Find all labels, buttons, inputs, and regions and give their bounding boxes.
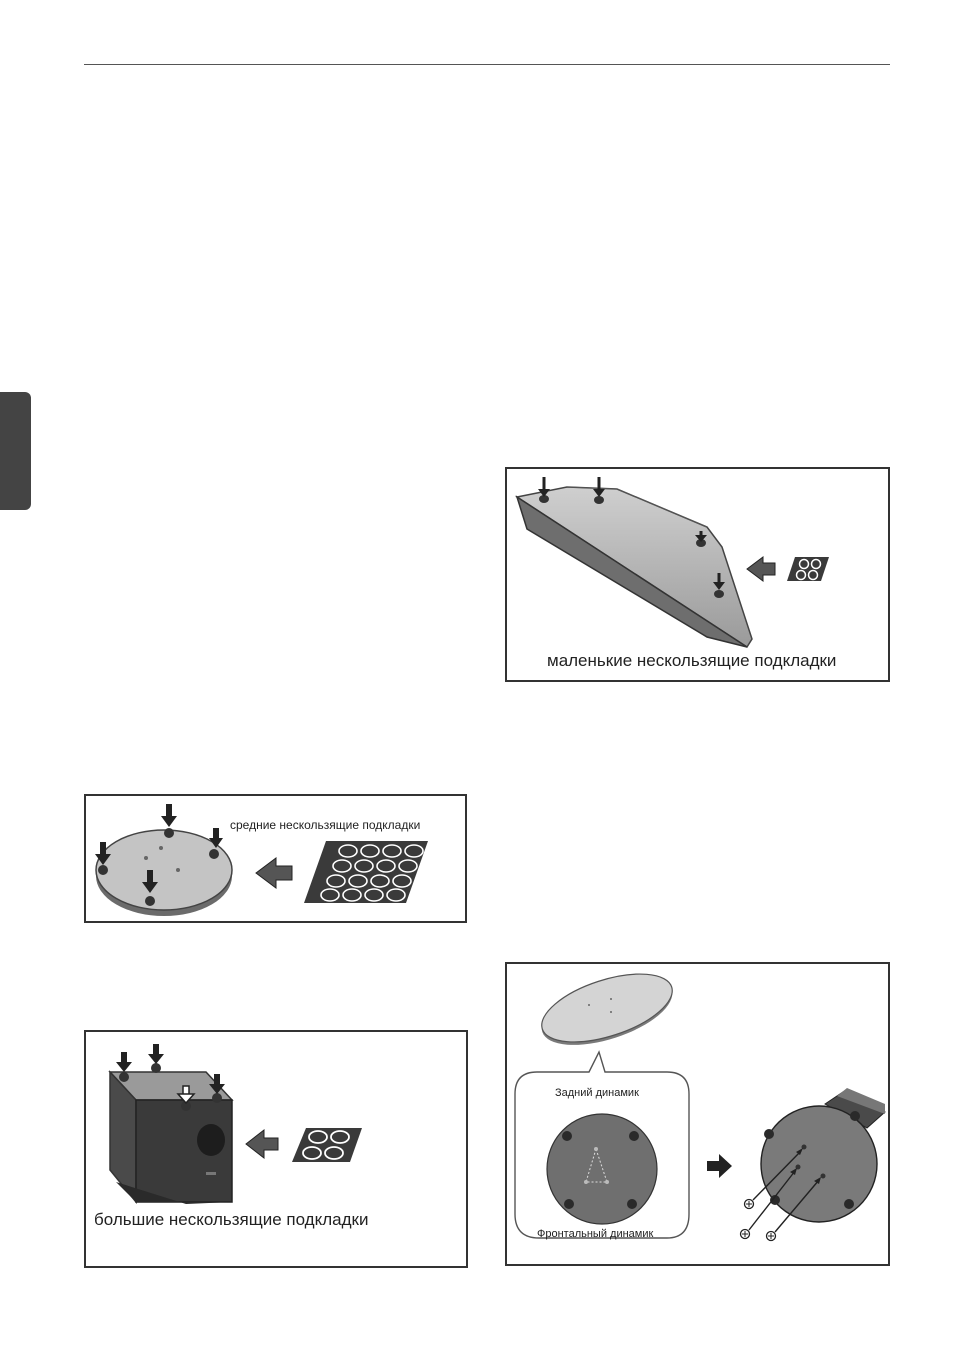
small-pads-sheet-icon [787,557,829,581]
pad-dot [844,1199,854,1209]
down-arrow-icon [148,1044,164,1064]
left-arrow-icon [256,858,292,888]
pad-dot [98,865,108,875]
rear-speaker-label: Задний динамик [555,1087,639,1099]
pad-dot [119,1072,129,1082]
pad-dot [209,849,219,859]
pad-dot [164,828,174,838]
right-arrow-icon [707,1154,732,1178]
speaker-base-screws-figure [505,962,890,1266]
header-rule [84,64,890,65]
chapter-tab [0,392,31,510]
left-arrow-icon [747,557,775,581]
speaker-base-illustration [507,964,888,1264]
subwoofer-illustration [86,1032,466,1266]
pad-dot [145,896,155,906]
stand-pads-figure [84,794,467,923]
soundbar-pads-caption: маленькие нескользящие подкладки [547,651,837,670]
pad-dot [850,1111,860,1121]
pad-dot [714,590,724,598]
left-arrow-icon [246,1130,278,1158]
stand-pads-caption: средние нескользящие подкладки [230,818,421,832]
down-arrow-icon [116,1052,132,1072]
pad-dot [562,1131,572,1141]
pad-dot [151,1063,161,1073]
soundbar-pads-figure [505,467,890,682]
subwoofer-pads-caption: большие нескользящие подкладки [94,1210,369,1229]
pad-dot [627,1199,637,1209]
pad-dot [764,1129,774,1139]
base-plate-icon [534,964,681,1059]
medium-pads-sheet-icon [304,841,428,903]
stand-illustration [86,796,465,921]
front-speaker-label: Фронтальный динамик [537,1228,654,1240]
down-arrow-icon [161,804,177,827]
subwoofer-pads-figure [84,1030,468,1268]
soundbar-illustration [507,469,888,680]
pad-dot [564,1199,574,1209]
pad-dot [594,496,604,504]
large-pads-sheet-icon [292,1128,362,1162]
pad-dot [629,1131,639,1141]
pad-dot [212,1093,222,1103]
